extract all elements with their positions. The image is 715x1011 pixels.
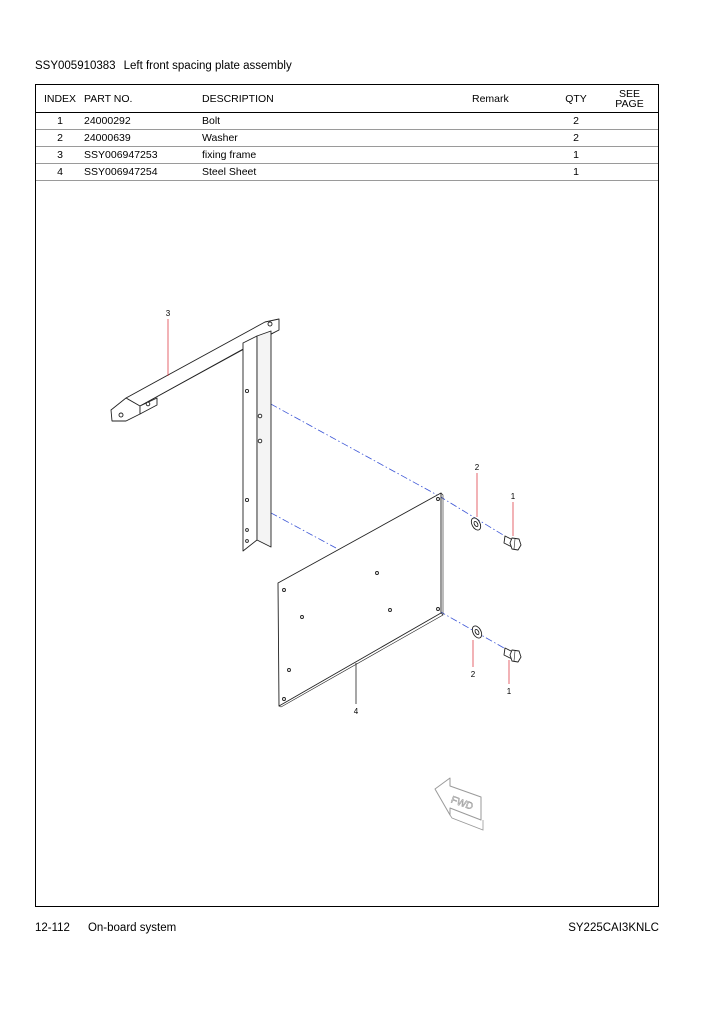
frame-hole [146,402,150,406]
model-code: SY225CAI3KNLC [568,922,659,934]
sheet-hole [283,589,286,592]
section-name: On-board system [87,922,177,934]
frame-hole [258,439,262,443]
sheet-hole [437,498,440,501]
sheet-hole [288,669,291,672]
sheet-hole [301,616,304,619]
frame-hole [245,498,248,501]
assembly-number: SSY005910383 [35,60,116,72]
centerline-upper [247,391,439,496]
cell-part-no: SSY006947254 [84,164,202,181]
frame-hole [119,413,123,417]
col-description: DESCRIPTION [202,85,472,113]
sheet-hole [283,698,286,701]
cell-description: fixing frame [202,147,472,164]
sheet-hole [389,609,392,612]
cell-qty: 2 [551,113,601,130]
frame-upright-front [243,336,257,551]
bolt-bottom-head [510,650,521,662]
cell-index: 4 [36,164,84,181]
cell-part-no: SSY006947253 [84,147,202,164]
frame-hole [268,322,272,326]
cell-part-no: 24000292 [84,113,202,130]
bolts [504,536,521,662]
fwd-arrow-icon [435,778,483,830]
fwd-label: FWD [449,794,475,813]
cell-index: 1 [36,113,84,130]
cell-index: 2 [36,130,84,147]
cell-qty: 1 [551,164,601,181]
frame-hole [258,414,262,418]
cell-description: Bolt [202,113,472,130]
callout-bolt-top: 1 [510,492,516,501]
col-part-no: PART NO. [84,85,202,113]
col-index: INDEX [36,85,84,113]
col-see-page: SEE PAGE [601,85,658,113]
sheet-hole [437,608,440,611]
frame-hole [246,540,249,543]
cell-index: 3 [36,147,84,164]
fixing-frame [111,319,279,551]
assembly-title: Left front spacing plate assembly [123,60,292,72]
col-qty: QTY [551,85,601,113]
sheet-face [278,493,441,706]
steel-sheet [278,493,443,707]
footer-left [35,922,176,934]
frame-hole [246,529,249,532]
callout-sheet: 4 [353,707,359,716]
washers [469,516,483,639]
cell-qty: 2 [551,130,601,147]
cell-description: Washer [202,130,472,147]
frame-hole [245,389,248,392]
cell-description: Steel Sheet [202,164,472,181]
callout-washer-top: 2 [474,463,480,472]
cell-part-no: 24000639 [84,130,202,147]
callout-frame: 3 [165,309,171,318]
cell-qty: 1 [551,147,601,164]
page-number: 12-112 [35,922,70,934]
bolt-top-head [510,538,521,550]
col-remark: Remark [472,85,551,113]
sheet-hole [376,572,379,575]
callout-bolt-bottom: 1 [506,687,512,696]
callout-washer-bottom: 2 [470,670,476,679]
